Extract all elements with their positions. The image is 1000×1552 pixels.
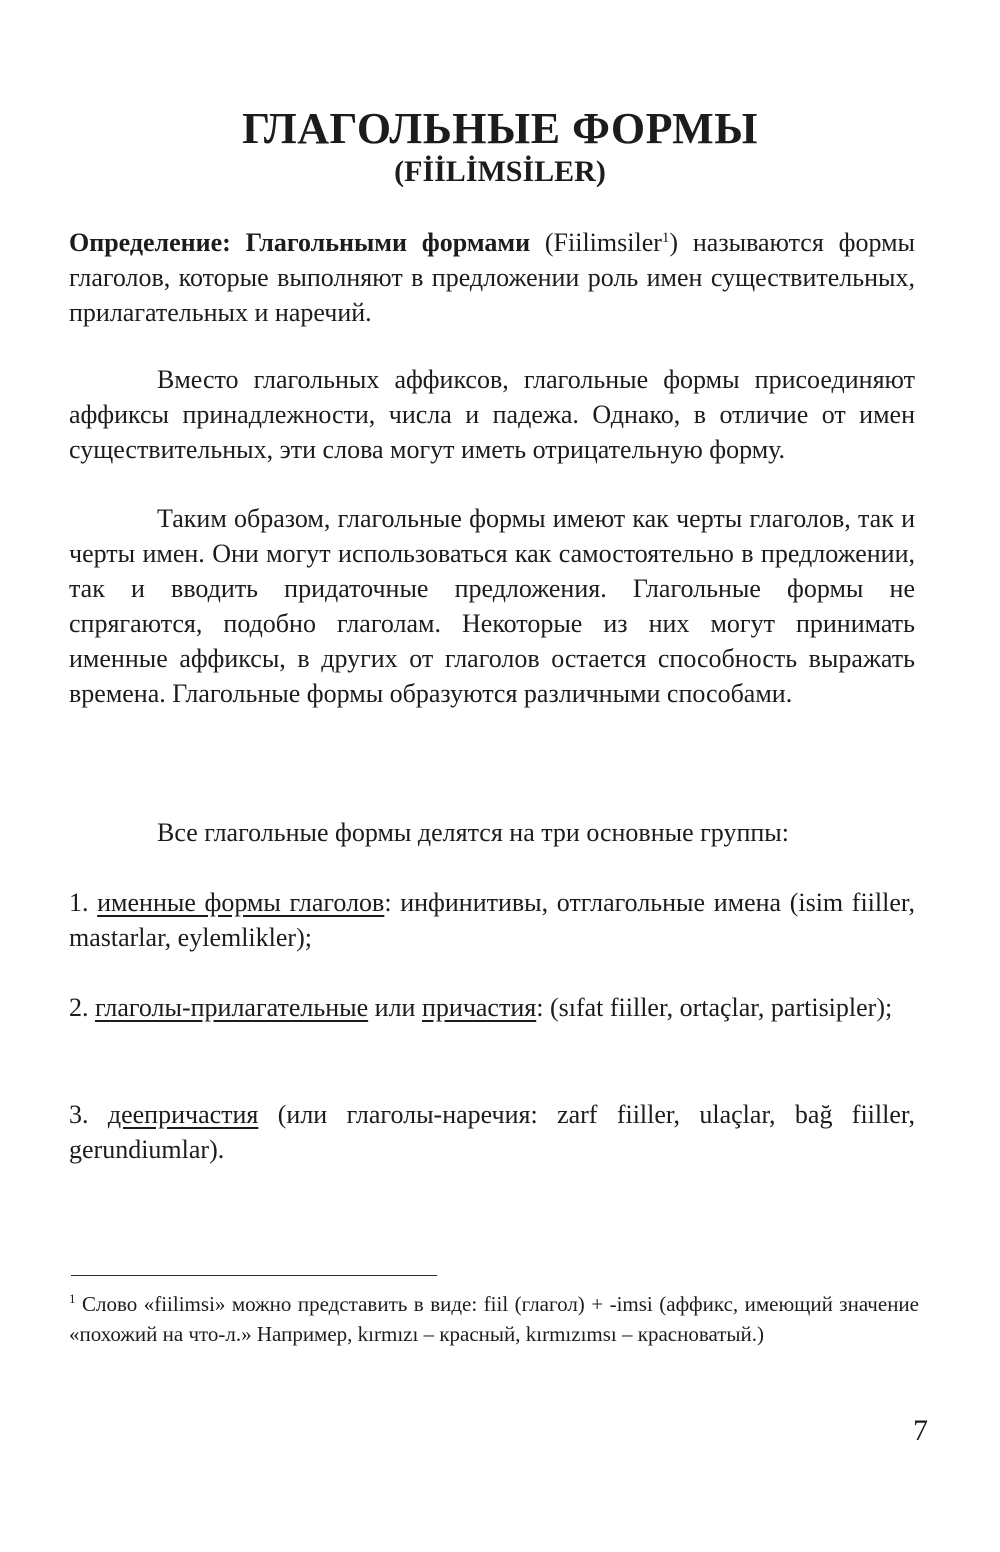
groups-intro: Все глагольные формы делятся на три основные группы:	[157, 818, 789, 847]
footnote-reference: 1	[661, 230, 670, 246]
definition-term: Глагольными формами	[245, 228, 531, 257]
definition-paragraph	[69, 225, 915, 330]
group-number: 3.	[69, 1100, 89, 1129]
group-item-2	[69, 990, 915, 1025]
group-term: глаголы-прилагательные	[95, 993, 369, 1022]
footnote	[69, 1289, 919, 1349]
definition-label: Определение:	[69, 228, 231, 257]
definition-term-note: (Fiilimsiler	[544, 228, 662, 257]
page-title: ГЛАГОЛЬНЫЕ ФОРМЫ	[242, 104, 758, 153]
paragraph-features: Таким образом, глагольные формы имеют как черты глаголов, так и черты имен. Они могут использоваться как самостоятельно в предложении, так и вводить придаточные предложения. Глагольные формы не спрягаются, подобно глаголам. Некоторые из них могут принимать именные аффиксы, в других от глаголов остается способность выражать времена. Глагольные формы образуются различными способами.	[69, 504, 915, 708]
group-term: деепричастия	[107, 1100, 259, 1129]
footnote-divider	[71, 1275, 437, 1276]
group-item-3	[69, 1097, 915, 1167]
group-description: : инфинитивы, отглагольные имена (isim fiiller, mastarlar, eylemlikler);	[69, 888, 915, 952]
group-connector: или	[374, 993, 416, 1022]
group-number: 2.	[69, 993, 89, 1022]
page-subtitle: (FİİLİMSİLER)	[394, 155, 606, 188]
footnote-text: Слово «fiilimsi» можно представить в виде: fiil (глагол) + -imsi (аффикс, имеющий значение «похожий на что-л.» Например, kırmızı – красный, kırmızımsı – красноватый.)	[69, 1292, 919, 1346]
group-item-1	[69, 885, 915, 955]
page-number: 7	[913, 1414, 928, 1447]
definition-close-paren: )	[669, 228, 679, 257]
group-number: 1.	[69, 888, 89, 917]
paragraph-affixes: Вместо глагольных аффиксов, глагольные формы присоединяют аффиксы принадлежности, числа и падежа. Однако, в отличие от имен существительных, эти слова могут иметь отрицательную форму.	[69, 365, 915, 464]
footnote-marker: 1	[69, 1291, 76, 1306]
group-term-alt: причастия	[421, 993, 537, 1022]
definition-text: называются формы глаголов, которые выполняют в предложении роль имен существительных, прилагательных и наречий.	[69, 228, 915, 327]
group-description: : (sıfat fiiller, ortaçlar, partisipler);	[536, 993, 893, 1022]
group-description: (или глаголы-наречия: zarf fiiller, ulaçlar, bağ fiiller, gerundiumlar).	[69, 1100, 916, 1164]
group-term: именные формы глаголов	[97, 888, 385, 917]
